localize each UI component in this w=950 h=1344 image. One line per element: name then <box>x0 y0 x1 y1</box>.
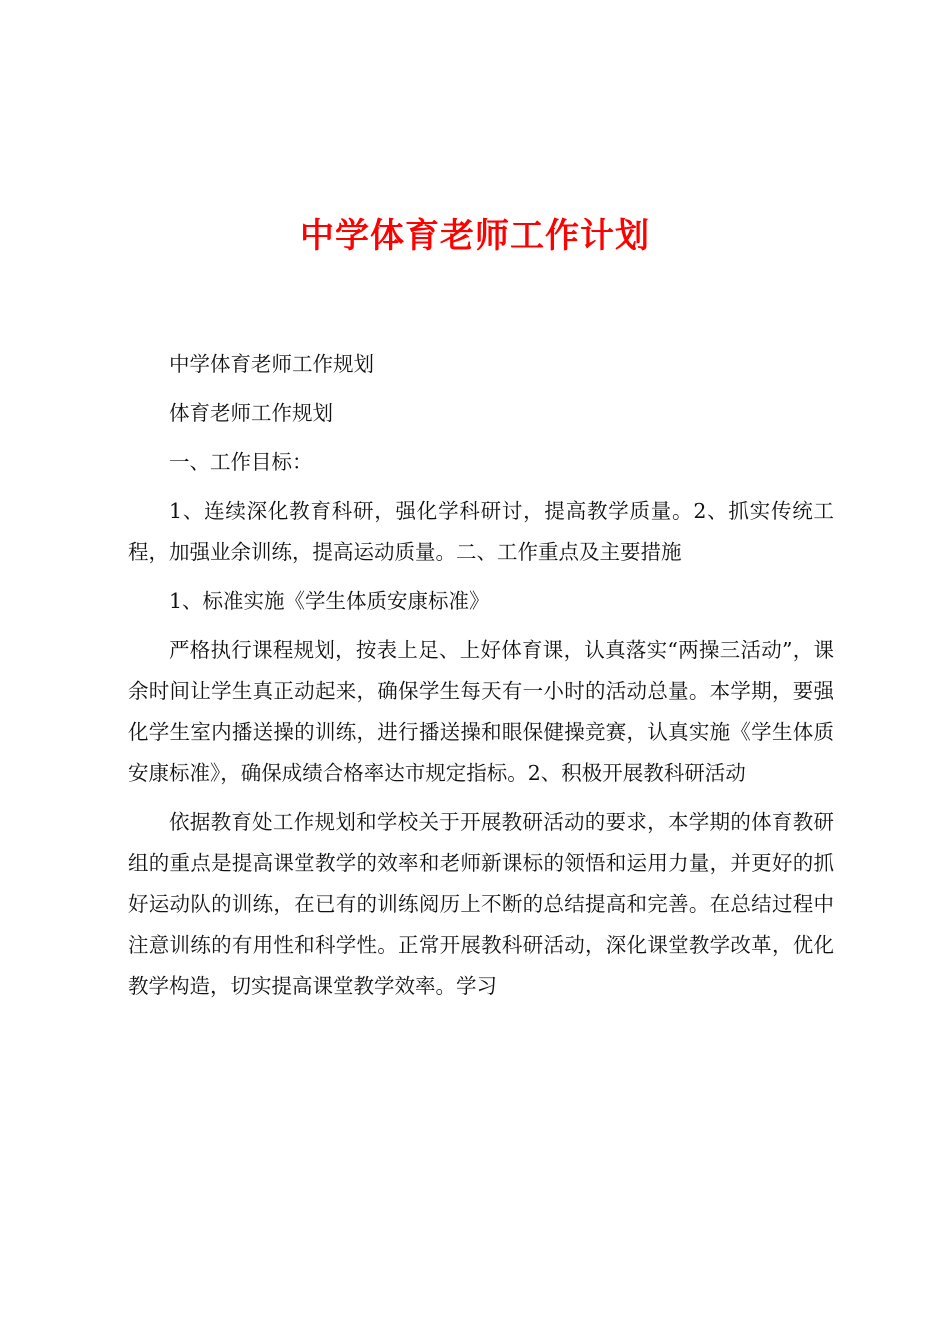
document-title: 中学体育老师工作计划 <box>300 216 650 256</box>
paragraph-heading: 中学体育老师工作规划 <box>169 352 374 376</box>
paragraph-research: 依据教育处工作规划和学校关于开展教研活动的要求，本学期的体育教研组的重点是提高课堂教学的效率和老师新课标的领悟和运用力量，并更好的抓好运动队的训练，在已有的训练阅历上不断的总结提高和完善。在总结过程中注意训练的有用性和科学性。正常开展教科研活动，深化课堂教学改革，优化教学构造，切实提高课堂教学效率。学习 <box>128 810 834 998</box>
document-body <box>128 344 834 1015</box>
paragraph-item-standard: 1、标准实施《学生体质安康标准》 <box>169 589 490 613</box>
paragraph-goals-list: 1、连续深化教育科研，强化学科研讨，提高教学质量。2、抓实传统工程，加强业余训练，提高运动质量。二、工作重点及主要措施 <box>128 499 834 564</box>
paragraph-section-goals: 一、工作目标： <box>169 450 313 474</box>
paragraph-curriculum: 严格执行课程规划，按表上足、上好体育课，认真落实“两操三活动”，课余时间让学生真正动起来，确保学生每天有一小时的活动总量。本学期，要强化学生室内播送操的训练，进行播送操和眼保健操竞赛，认真实施《学生体质安康标准》，确保成绩合格率达市规定指标。2、积极开展教科研活动 <box>128 638 834 785</box>
paragraph-subheading: 体育老师工作规划 <box>169 401 333 425</box>
